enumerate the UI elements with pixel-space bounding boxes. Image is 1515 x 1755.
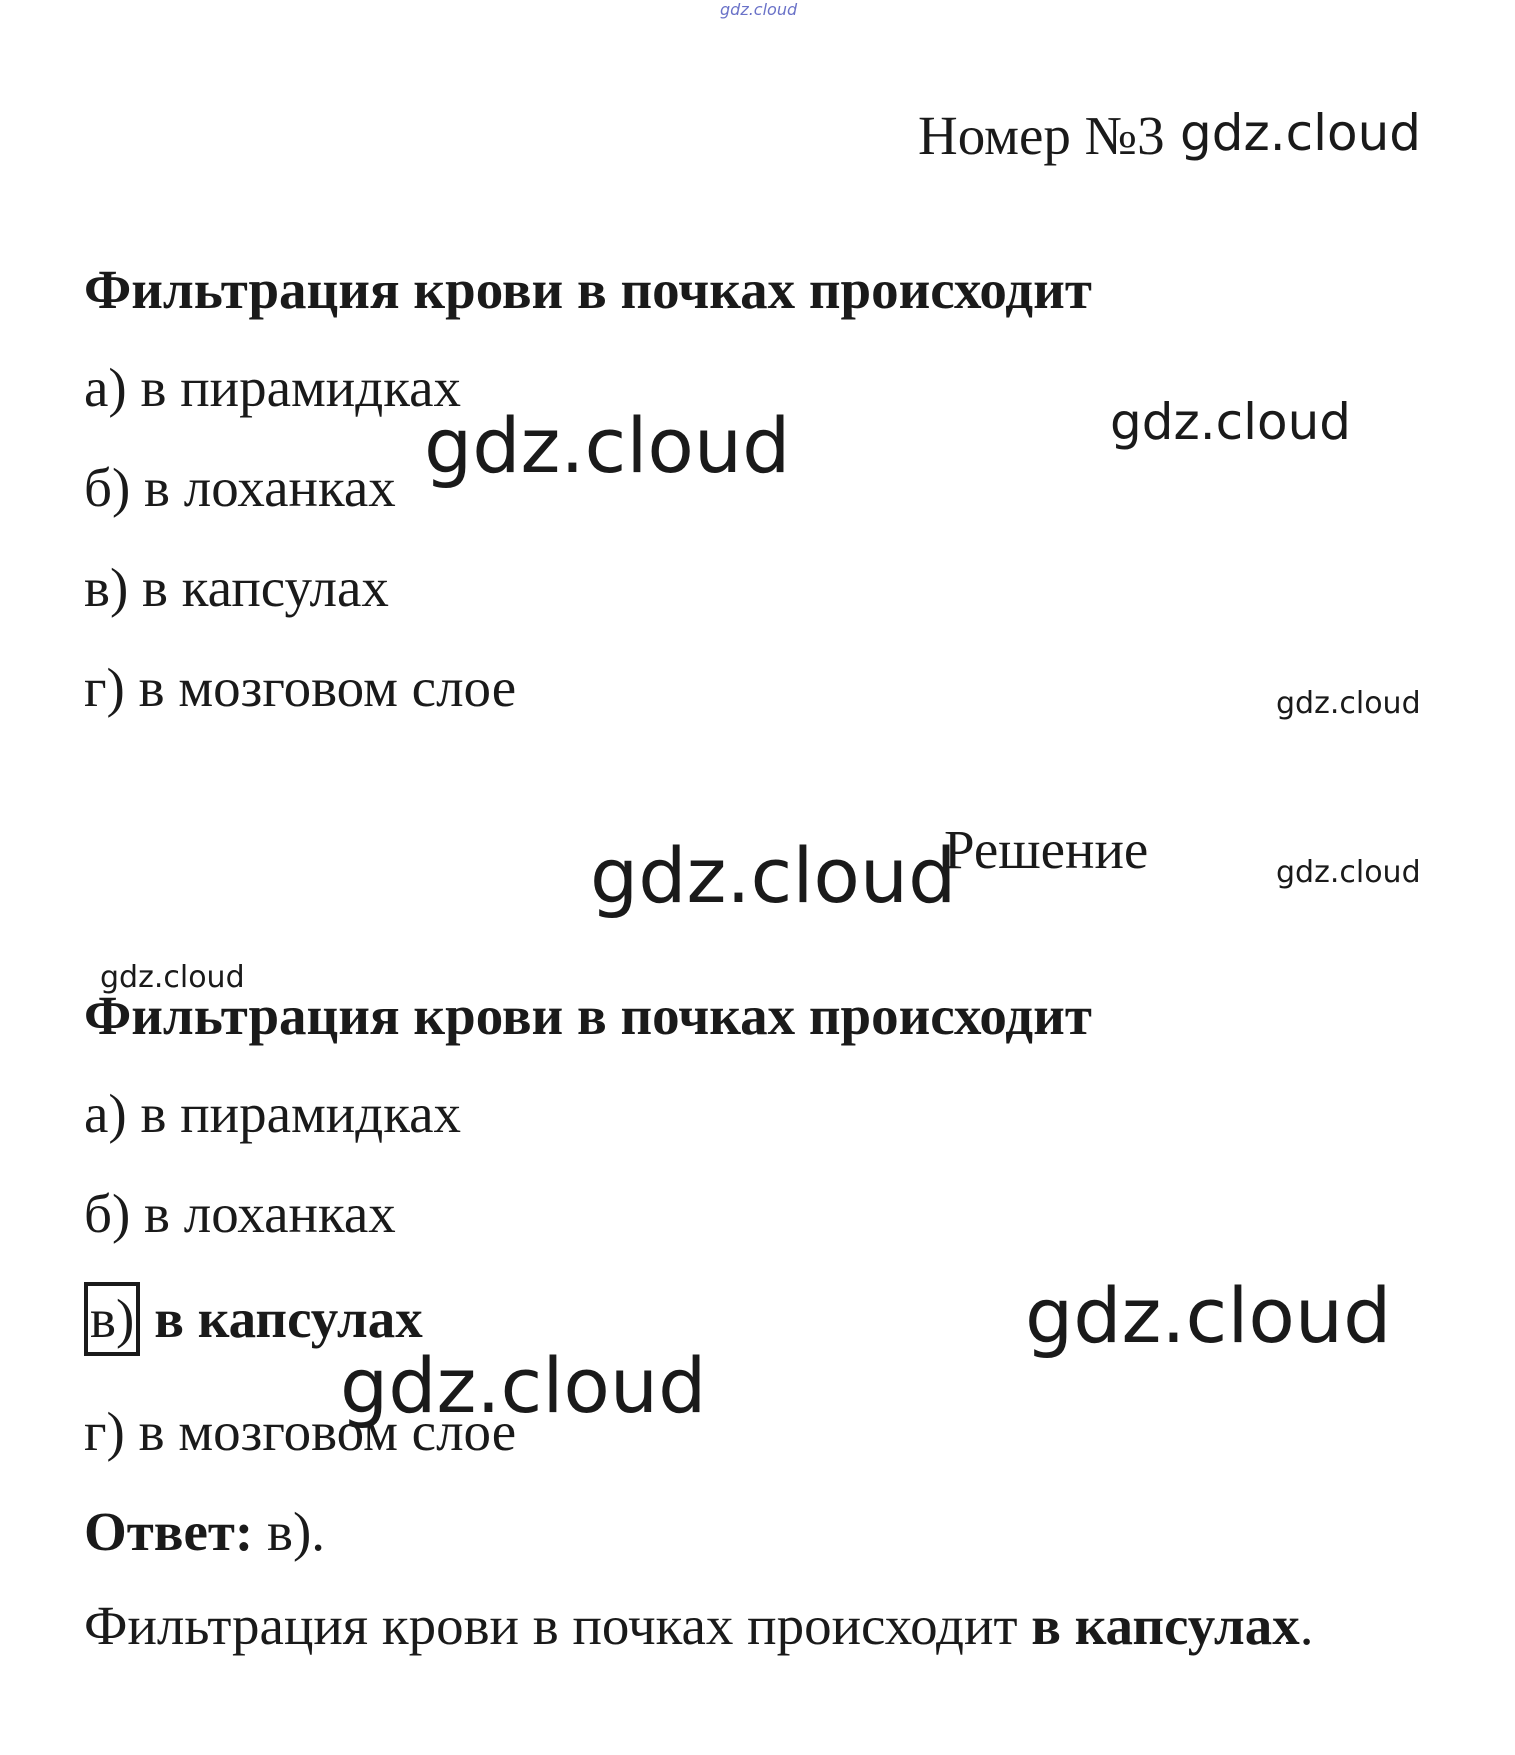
conclusion-suffix: . [1299,1595,1314,1656]
correct-option-marker: в) [84,1282,140,1356]
option-a: а) в пирамидках [84,357,461,418]
conclusion-bold: в капсулах [1031,1595,1300,1656]
solution-option-d: г) в мозговом слое [84,1401,517,1462]
solution-question-text: Фильтрация крови в почках происходит [84,985,1092,1046]
watermark: gdz.cloud [100,960,245,995]
page-title: Номер №3 [918,105,1165,166]
answer-value: в). [253,1501,326,1562]
option-c: в) в капсулах [84,557,389,618]
answer-label: Ответ: [84,1501,254,1562]
correct-option-text: в капсулах [154,1288,423,1349]
question-text: Фильтрация крови в почках происходит [84,259,1092,320]
option-d: г) в мозговом слое [84,657,517,718]
watermark: gdz.cloud [1025,1271,1392,1360]
watermark: gdz.cloud [340,1341,707,1430]
conclusion-prefix: Фильтрация крови в почках происходит [84,1595,1032,1656]
watermark: gdz.cloud [1276,686,1421,721]
watermark: gdz.cloud [1276,855,1421,890]
option-b: б) в лоханках [84,457,396,518]
answer-line [84,1501,326,1562]
conclusion-line [84,1595,1314,1656]
watermark-top: gdz.cloud [720,0,798,19]
solution-option-a: а) в пирамидках [84,1083,461,1144]
watermark: gdz.cloud [1110,393,1352,451]
watermark: gdz.cloud [590,831,957,920]
solution-option-b: б) в лоханках [84,1183,396,1244]
watermark: gdz.cloud [1180,104,1422,162]
solution-title: Решение [944,819,1149,880]
watermark: gdz.cloud [424,401,791,490]
